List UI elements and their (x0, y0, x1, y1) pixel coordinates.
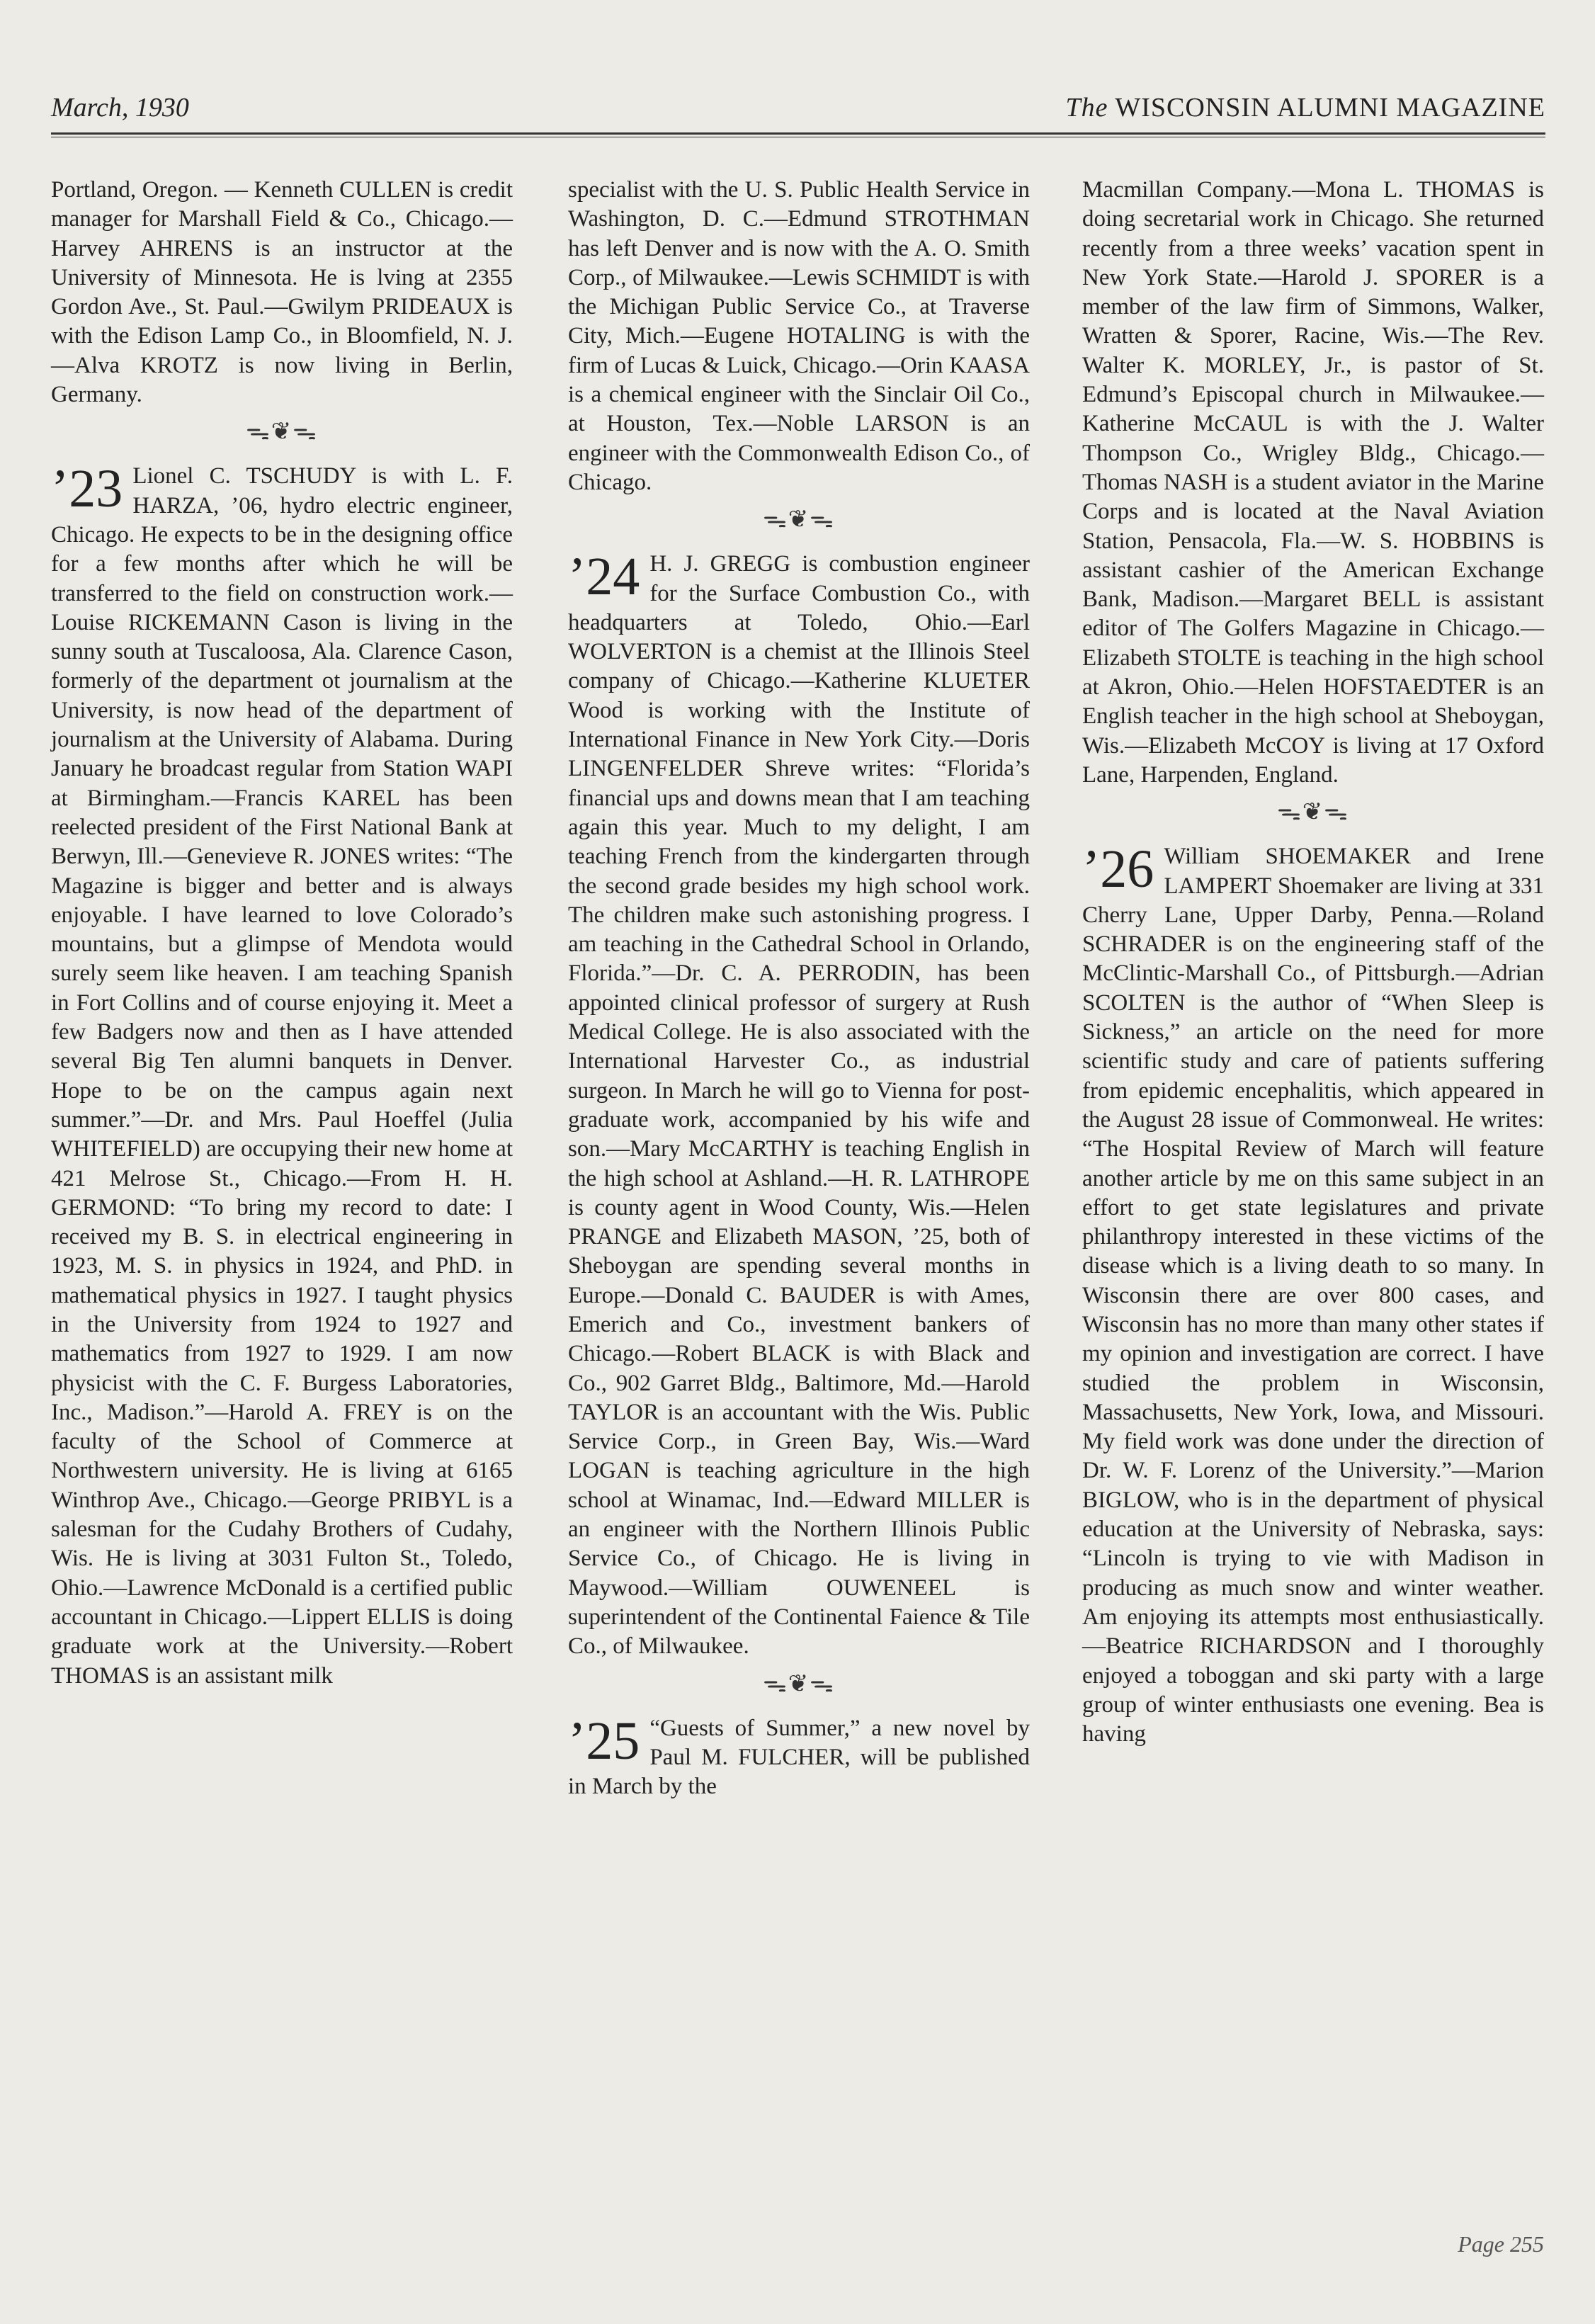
ornament-divider: ᯓ❦ᯓ (246, 419, 318, 446)
class-note (568, 547, 1030, 1661)
magazine-title-prefix: The (1065, 93, 1108, 123)
column-2 (568, 176, 1030, 1801)
class-year: ’23 (51, 459, 123, 519)
column-1 (51, 176, 513, 1691)
class-year: ’25 (568, 1711, 640, 1771)
issue-date: March, 1930 (51, 93, 189, 123)
magazine-title (1066, 92, 1545, 123)
class-note (51, 459, 513, 1690)
ornament-divider: ᯓ❦ᯓ (763, 1670, 835, 1697)
paragraph-text: Lionel C. TSCHUDY is with L. F. HARZA, ’06, hydro electric engineer, Chicago. He expects to be in the designing office for a few months after which he will be transferred to the field on construction work.—Louise RICKEMANN Cason is living in the sunny south at Tuscaloosa, Ala. Clarence Cason, formerly of the department ot journalism at the University, is now head of the department of journalism at the University of Alabama. During January he broadcast regular from Station WAPI at Birmingham.—Francis KAREL has been reelected president of the First National Bank at Berwyn, Ill.—Genevieve R. JONES writes: “The Magazine is bigger and better and is always enjoyable. I have learned to love Colorado’s mountains, but a glimpse of Mendota would surely seem like heaven. I am teaching Spanish in Fort Collins and of course enjoying it. Meet a few Badgers now and then as I have attended several Big Ten alumni banquets in Denver. Hope to be on the campus again next summer.”—Dr. and Mrs. Paul Hoeffel (Julia WHITEFIELD) are occupying their new home at 421 Melrose St., Chicago.—From H. H. GERMOND: “To bring my record to date: I received my B. S. in electrical engineering in 1923, M. S. in physics in 1924, and PhD. in mathematical physics in 1927. I taught physics in the University from 1924 to 1927 and mathematics from 1927 to 1929. I am now physicist with the C. F. Burgess Laboratories, Inc., Madison.”—Harold A. FREY is on the faculty of the School of Commerce at Northwestern university. He is living at 6165 Winthrop Ave., Chicago.—George PRIBYL is a salesman for the Cudahy Brothers of Cudahy, Wis. He is living at 3031 Fulton St., Toledo, Ohio.—Lawrence McDonald is a certified public accountant in Chicago.—Lippert ELLIS is doing graduate work at the University.—Robert THOMAS is an assistant milk (51, 463, 513, 1689)
ornament-divider: ᯓ❦ᯓ (1277, 799, 1349, 826)
paragraph-text: “Guests of Summer,” a new novel by Paul M. FULCHER, will be published in March by the (568, 1715, 1030, 1800)
paragraph-text: William SHOEMAKER and Irene LAMPERT Shoemaker are living at 331 Cherry Lane, Upper Darby, Penna.—Roland SCHRADER is on the engineering staff of the McClintic-Marshall Co., of Pittsburgh.—Adrian SCOLTEN is the author of “When Sleep is Sickness,” an article on the need for more scientific study and care of patients suffering from epidemic encephalitis, which appeared in the August 28 issue of Commonweal. He writes: “The Hospital Review of March will feature another article by me on this same subject in an effort to get state legislatures and private philanthropy interested in these victims of the disease which is a living death to so many. In Wisconsin there are over 800 cases, and Wisconsin has no more than many other states if my opinion and investigation are correct. I have studied the problem in Wisconsin, Massachusetts, New York, Iowa, and Missouri. My field work was done under the direction of Dr. W. F. Lorenz of the University.”—Marion BIGLOW, who is in the department of physical education at the University of Nebraska, says: “Lincoln is trying to vie with Madison in producing as much snow and winter weather. Am enjoying its attempts most enthusiastically.—Beatrice RICHARDSON and I thoroughly enjoyed a toboggan and ski party with a large group of winter enthusiasts one evening. Bea is having (1082, 844, 1544, 1747)
header-rule (51, 132, 1545, 135)
paragraph-text: H. J. GREGG is combustion engineer for the Surface Combustion Co., with headquarters at Toledo, Ohio.—Earl WOLVERTON is a chemist at the Illinois Steel company of Chicago.—Katherine KLUETER Wood is working with the Institute of International Finance in New York City.—Doris LINGENFELDER Shreve writes: “Florida’s financial ups and downs mean that I am teaching again this year. Much to my delight, I am teaching French from the kindergarten through the second grade besides my high school work. The children make such astonishing progress. I am teaching in the Cathedral School in Orlando, Florida.”—Dr. C. A. PERRODIN, has been appointed clinical professor of surgery at Rush Medical College. He is also associated with the International Harvester Co., as industrial surgeon. In March he will go to Vienna for post-graduate work, accompanied by his wife and son.—Mary McCARTHY is teaching English in the high school at Ashland.—H. R. LATHROPE is county agent in Wood County, Wis.—Helen PRANGE and Elizabeth MASON, ’25, both of Sheboygan are spending several months in Europe.—Donald C. BAUDER is with Ames, Emerich and Co., investment bankers of Chicago.—Robert BLACK is with Black and Co., 902 Garret Bldg., Baltimore, Md.—Harold TAYLOR is an accountant with the Wis. Public Service Corp., in Green Bay, Wis.—Ward LOGAN is teaching agriculture in the high school at Winamac, Ind.—Edward MILLER is an engineer with the Northern Illinois Public Service Co., of Chicago. He is living in Maywood.—William OUWENEEL is superintendent of the Continental Faience & Tile Co., of Milwaukee. (568, 551, 1030, 1660)
text-block (51, 176, 513, 409)
ornament-divider: ᯓ❦ᯓ (763, 506, 835, 533)
text-block (568, 176, 1030, 497)
paragraph-text: Portland, Oregon. — Kenneth CULLEN is credit manager for Marshall Field & Co., Chicago.—Harvey AHRENS is an instructor at the University of Minnesota. He is lving at 2355 Gordon Ave., St. Paul.—Gwilym PRIDEAUX is with the Edison Lamp Co., in Bloomfield, N. J.—Alva KROTZ is now living in Berlin, Germany. (51, 177, 513, 408)
page-number: Page 255 (1458, 2231, 1544, 2257)
class-note (1082, 839, 1544, 1749)
page-header (51, 92, 1545, 123)
magazine-title-name: WISCONSIN ALUMNI MAGAZINE (1115, 93, 1545, 123)
class-year: ’24 (568, 547, 640, 607)
class-year: ’26 (1082, 839, 1154, 900)
column-3 (1082, 176, 1544, 1749)
paragraph-text: specialist with the U. S. Public Health Service in Washington, D. C.—Edmund STROTHMAN has left Denver and is now with the A. O. Smith Corp., of Milwaukee.—Lewis SCHMIDT is with the Michigan Public Service Co., at Traverse City, Mich.—Eugene HOTALING is with the firm of Lucas & Luick, Chicago.—Orin KAASA is a chemical engineer with the Sinclair Oil Co., at Houston, Tex.—Noble LARSON is an engineer with the Commonwealth Edison Co., of Chicago. (568, 177, 1030, 495)
class-note (568, 1711, 1030, 1802)
text-block (1082, 176, 1544, 790)
paragraph-text: Macmillan Company.—Mona L. THOMAS is doing secretarial work in Chicago. She returned recently from a three weeks’ vacation spent in New York State.—Harold J. SPORER is a member of the law firm of Simmons, Walker, Wratten & Sporer, Racine, Wis.—The Rev. Walter K. MORLEY, Jr., is pastor of St. Edmund’s Episcopal church in Milwaukee.—Katherine McCAUL is with the J. Walter Thompson Co., Wrigley Bldg., Chicago.—Thomas NASH is a student aviator in the Marine Corps and is located at the Naval Aviation Station, Pensacola, Fla.—W. S. HOBBINS is assistant cashier of the American Exchange Bank, Madison.—Margaret BELL is assistant editor of The Golfers Magazine in Chicago.—Elizabeth STOLTE is teaching in the high school at Akron, Ohio.—Helen HOFSTAEDTER is an English teacher in the high school at Sheboygan, Wis.—Elizabeth McCOY is living at 17 Oxford Lane, Harpenden, England. (1082, 177, 1544, 788)
